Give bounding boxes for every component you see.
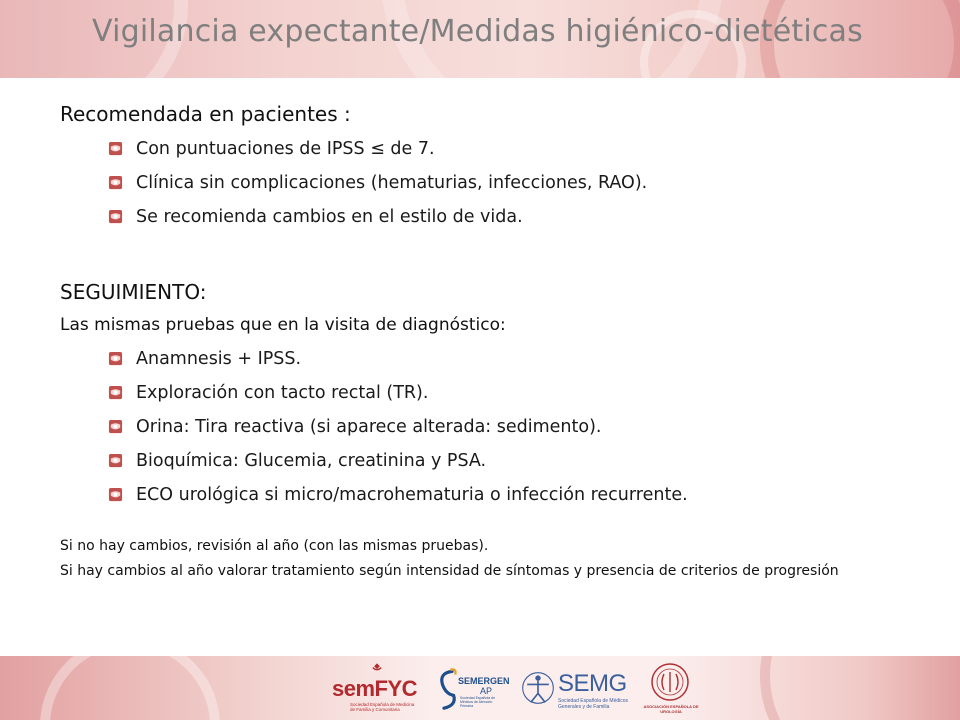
bullet-icon	[108, 209, 123, 224]
note-with-changes: Si hay cambios al año valorar tratamiento según intensidad de síntomas y presencia de criterios de progresión	[60, 563, 839, 579]
list-item	[60, 376, 920, 410]
bullet-icon	[108, 175, 123, 190]
bullet-icon	[108, 487, 123, 502]
aeu-logo	[640, 662, 702, 718]
list-item	[60, 410, 920, 444]
followup-intro: Las mismas pruebas que en la visita de diagnóstico:	[60, 315, 506, 335]
list-item-text: Orina: Tira reactiva (si aparece alterada: sedimento).	[136, 417, 602, 437]
semfyc-subtitle: Sociedad Española de Medicina de Familia y Comunitaria	[350, 702, 415, 712]
followup-list	[60, 342, 920, 512]
list-item-text: Bioquímica: Glucemia, creatinina y PSA.	[136, 451, 487, 471]
footer-ring-decoration	[760, 656, 960, 720]
list-item-text: ECO urológica si micro/macrohematuria o infección recurrente.	[136, 485, 688, 505]
title-band	[0, 0, 960, 78]
semergen-s-icon	[436, 662, 460, 716]
bullet-icon	[108, 453, 123, 468]
list-item-text: Anamnesis + IPSS.	[136, 349, 302, 369]
semfyc-logo	[328, 662, 428, 716]
semg-logo	[520, 662, 636, 718]
semg-figure-icon	[520, 670, 556, 706]
bullet-icon	[108, 385, 123, 400]
recommended-heading: Recomendada en pacientes :	[60, 102, 351, 126]
footer-band	[0, 656, 960, 720]
semergen-logo	[436, 662, 510, 718]
slide-content	[60, 100, 920, 584]
semg-name: SEMG	[558, 670, 627, 697]
semergen-name: SEMERGEN	[458, 676, 510, 686]
list-item-text: Exploración con tacto rectal (TR).	[136, 383, 429, 403]
list-item-text: Clínica sin complicaciones (hematurias, infecciones, RAO).	[136, 173, 648, 193]
note-no-changes: Si no hay cambios, revisión al año (con las mismas pruebas).	[60, 538, 489, 554]
list-item-text: Se recomienda cambios en el estilo de vida.	[136, 207, 523, 227]
bullet-icon	[108, 141, 123, 156]
page-title: Vigilancia expectante/Medidas higiénico-dietéticas	[92, 14, 863, 49]
semergen-subtitle: Sociedad Española de Médicos de Atención Primaria	[460, 696, 496, 708]
list-item	[60, 166, 920, 200]
semg-subtitle: Sociedad Española de Médicos Generales y de Familia	[558, 698, 629, 710]
recommended-list	[60, 132, 920, 234]
bullet-icon	[108, 351, 123, 366]
list-item-text: Con puntuaciones de IPSS ≤ de 7.	[136, 139, 435, 159]
followup-heading: SEGUIMIENTO:	[60, 280, 207, 304]
aeu-name: ASOCIACIÓN ESPAÑOLA DE UROLOGÍA	[643, 704, 699, 714]
list-item	[60, 342, 920, 376]
semergen-ap: AP	[480, 686, 493, 696]
aeu-seal-icon	[650, 662, 690, 702]
list-item	[60, 132, 920, 166]
list-item	[60, 444, 920, 478]
list-item	[60, 200, 920, 234]
bullet-icon	[108, 419, 123, 434]
semfyc-name: semFYC	[332, 676, 418, 701]
footer-ring-decoration	[40, 656, 220, 720]
list-item	[60, 478, 920, 512]
semfyc-emblem-icon	[368, 662, 386, 676]
